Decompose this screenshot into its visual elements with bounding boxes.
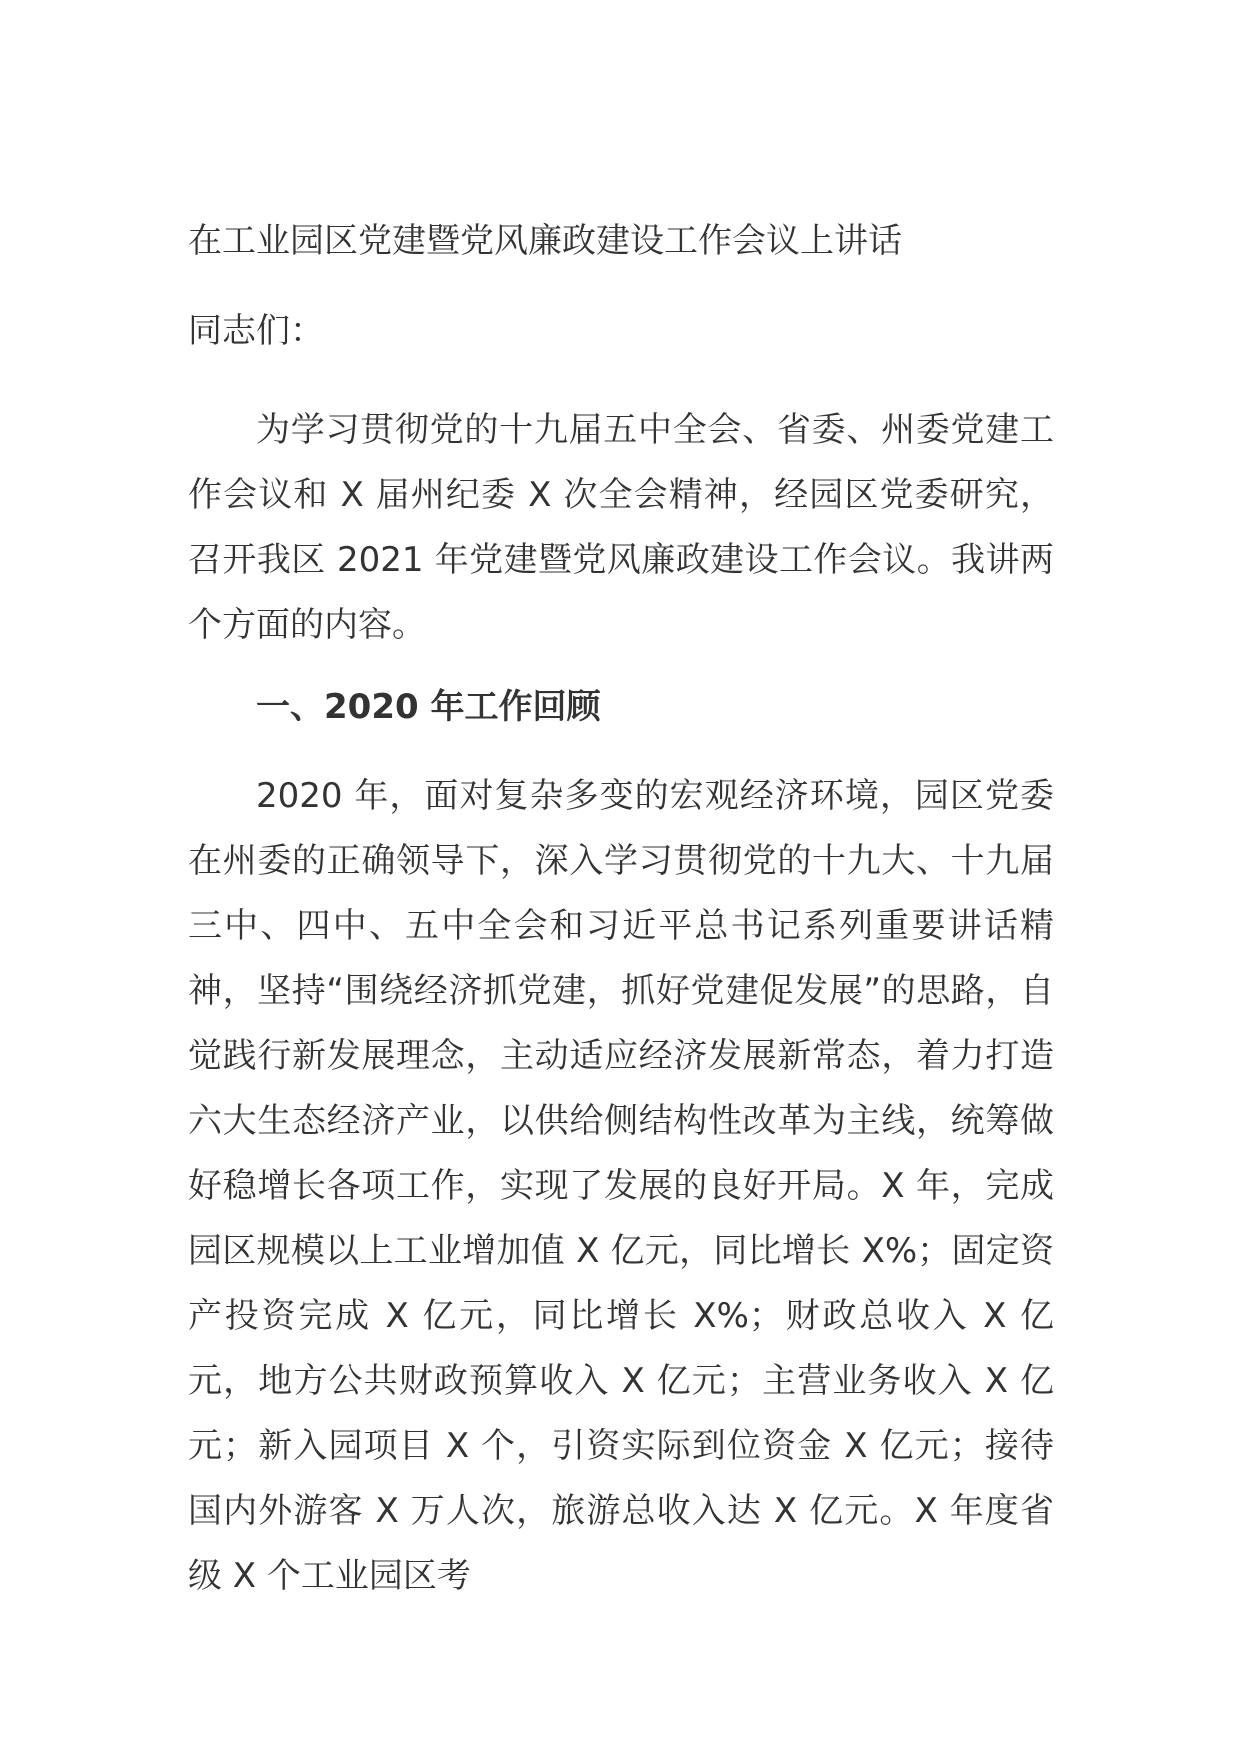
document-title: 在工业园区党建暨党风廉政建设工作会议上讲话 [188,221,902,261]
work-review-paragraph: 2020 年，面对复杂多变的宏观经济环境，园区党委在州委的正确领导下，深入学习贯彻党的十九大、十九届三中、四中、五中全会和习近平总书记系列重要讲话精神，坚持“围绕经济抓党建，抓好党建促发展”的思路，自觉践行新发展理念，主动适应经济发展新常态，着力打造六大生态经济产业，以供给侧结构性改革为主线，统筹做好稳增长各项工作，实现了发展的良好开局。X 年，完成园区规模以上工业增加值 X 亿元，同比增长 X%；固定资产投资完成 X 亿元，同比增长 X%；财政总收入 X 亿元，地方公共财政预算收入 X 亿元；主营业务收入 X 亿元；新入园项目 X 个，引资实际到位资金 X 亿元；接待国内外游客 X 万人次，旅游总收入达 X 亿元。X 年度省级 X 个工业园区考 [188,776,1054,1596]
section-heading-work-review: 一、2020 年工作回顾 [256,687,601,727]
salutation: 同志们： [188,311,324,351]
document-body [188,216,1054,1609]
intro-paragraph: 为学习贯彻党的十九届五中全会、省委、州委党建工作会议和 X 届州纪委 X 次全会精神，经园区党委研究，召开我区 2021 年党建暨党风廉政建设工作会议。我讲两个方面的内容。 [188,410,1054,645]
